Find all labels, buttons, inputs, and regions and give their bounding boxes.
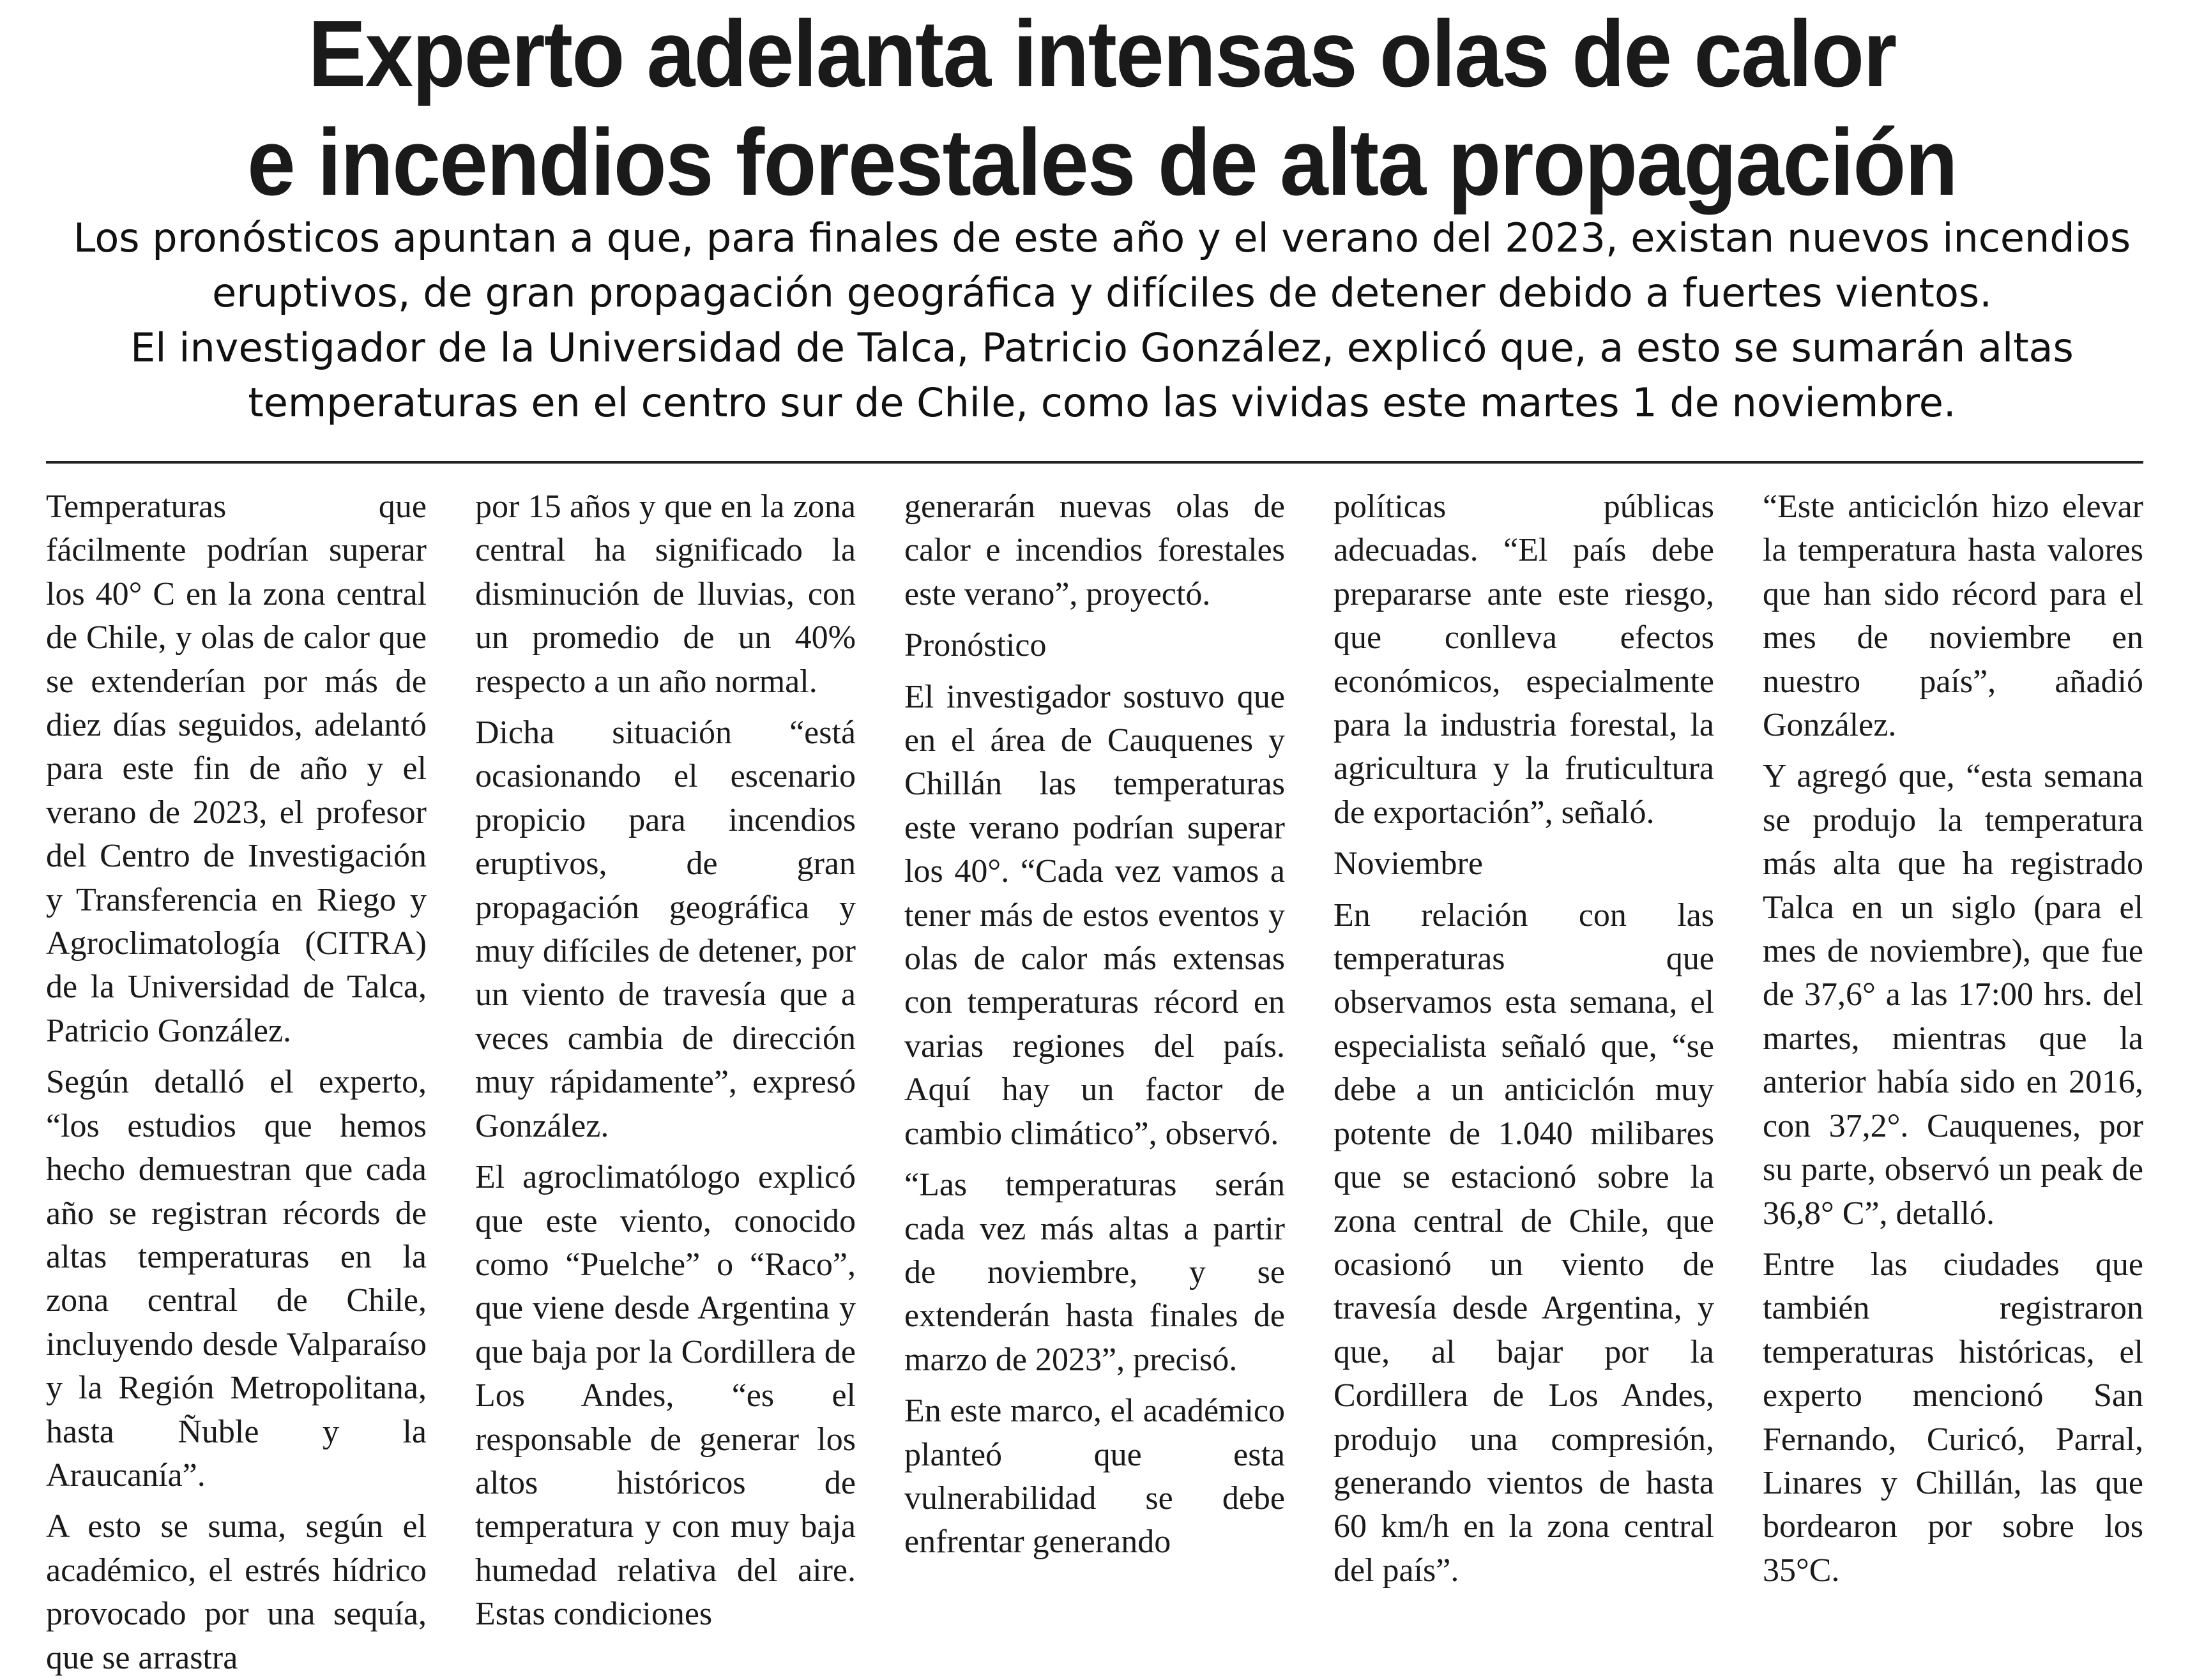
body-paragraph: Dicha situación “está ocasionando el escenario propicio para incendios eruptivos, de gran propagación geográfica y muy difíciles de detener, por un viento de travesía que a veces cambia de dirección muy rápidamente”, expresó González. bbox=[475, 715, 856, 1144]
body-paragraph: En este marco, el académico planteó que esta vulnerabilidad se debe enfrentar generando bbox=[904, 1393, 1285, 1561]
body-columns bbox=[46, 485, 2143, 1676]
subheading-pronostico: Pronóstico bbox=[904, 627, 1047, 664]
column-5 bbox=[1763, 485, 2143, 1589]
deck-paragraph: Los pronósticos apuntan a que, para finales de este año y el verano del 2023, existan nuevos incendios eruptivos, de gran propagación geográfica y difíciles de detener debido a fuertes vientos. bbox=[73, 215, 2131, 316]
body-paragraph: Entre las ciudades que también registraron temperaturas históricas, el experto mencionó San Fernando, Curicó, Parral, Linares y Chillán, las que bordearon por sobre los 35°C. bbox=[1763, 1246, 2143, 1589]
body-paragraph: Y agregó que, “esta semana se produjo la temperatura más alta que ha registrado Talca en un siglo (para el mes de noviembre), que fue de 37,6° a las 17:00 hrs. del martes, mientras que la anterior había sido en 2016, con 37,2°. Cauquenes, por su parte, observó un peak de 36,8° C”, detalló. bbox=[1763, 758, 2143, 1232]
body-paragraph: “Este anticiclón hizo elevar la temperatura hasta valores que han sido récord para el mes de noviembre en nuestro país”, añadió González. bbox=[1763, 488, 2143, 744]
body-paragraph: El agroclimatólogo explicó que este viento, conocido como “Puelche” o “Raco”, que viene desde Argentina y que baja por la Cordillera de Los Andes, “es el responsable de generar los altos históricos de temperatura y con muy baja humedad relativa del aire. Estas condiciones bbox=[475, 1159, 856, 1633]
column-1 bbox=[46, 485, 427, 1676]
body-paragraph: El investigador sostuvo que en el área de Cauquenes y Chillán las temperaturas este verano podrían superar los 40°. “Cada vez vamos a tener más de estos eventos y olas de calor más extensas con temperaturas récord en varias regiones del país. Aquí hay un factor de cambio climático”, observó. bbox=[904, 678, 1285, 1152]
column-3 bbox=[904, 485, 1285, 1561]
headline-line-2: e incendios forestales de alta propagación bbox=[247, 110, 1957, 215]
subheading-noviembre: Noviembre bbox=[1334, 845, 1483, 882]
body-paragraph: A esto se suma, según el académico, el estrés hídrico provocado por una sequía, que se arrastra bbox=[46, 1508, 427, 1676]
headline bbox=[88, 0, 2116, 217]
body-paragraph: generarán nuevas olas de calor e incendios forestales este verano”, proyectó. bbox=[904, 488, 1285, 612]
column-2 bbox=[475, 485, 856, 1633]
body-paragraph: por 15 años y que en la zona central ha significado la disminución de lluvias, con un promedio de un 40% respecto a un año normal. bbox=[475, 488, 856, 700]
headline-line-1: Experto adelanta intensas olas de calor bbox=[308, 1, 1896, 107]
deck-paragraph: El investigador de la Universidad de Talca, Patricio González, explicó que, a esto se sumarán altas temperaturas en el centro sur de Chile, como las vividas este martes 1 de noviembre. bbox=[130, 324, 2074, 426]
divider-rule bbox=[46, 461, 2143, 464]
body-paragraph: Según detalló el experto, “los estudios que hemos hecho demuestran que cada año se registran récords de altas temperaturas en la zona central de Chile, incluyendo desde Valparaíso y la Región Metropolitana, hasta Ñuble y la Araucanía”. bbox=[46, 1064, 427, 1494]
body-paragraph: Temperaturas que fácilmente podrían superar los 40° C en la zona central de Chile, y olas de calor que se extenderían por más de diez días seguidos, adelantó para este fin de año y el verano de 2023, el profesor del Centro de Investigación y Transferencia en Riego y Agroclimatología (CITRA) de la Universidad de Talca, Patricio González. bbox=[46, 488, 427, 1049]
deck bbox=[38, 211, 2166, 430]
body-paragraph: políticas públicas adecuadas. “El país debe prepararse ante este riesgo, que conlleva efectos económicos, especialmente para la industria forestal, la agricultura y la fruticultura de exportación”, señaló. bbox=[1334, 488, 1714, 831]
column-4 bbox=[1334, 485, 1714, 1589]
body-paragraph: “Las temperaturas serán cada vez más altas a partir de noviembre, y se extenderán hasta finales de marzo de 2023”, precisó. bbox=[904, 1167, 1285, 1378]
body-paragraph: En relación con las temperaturas que observamos esta semana, el especialista señaló que, “se debe a un anticiclón muy potente de 1.040 milibares que se estacionó sobre la zona central de Chile, que ocasionó un viento de travesía desde Argentina, y que, al bajar por la Cordillera de Los Andes, produjo una compresión, generando vientos de hasta 60 km/h en la zona central del país”. bbox=[1334, 897, 1714, 1589]
